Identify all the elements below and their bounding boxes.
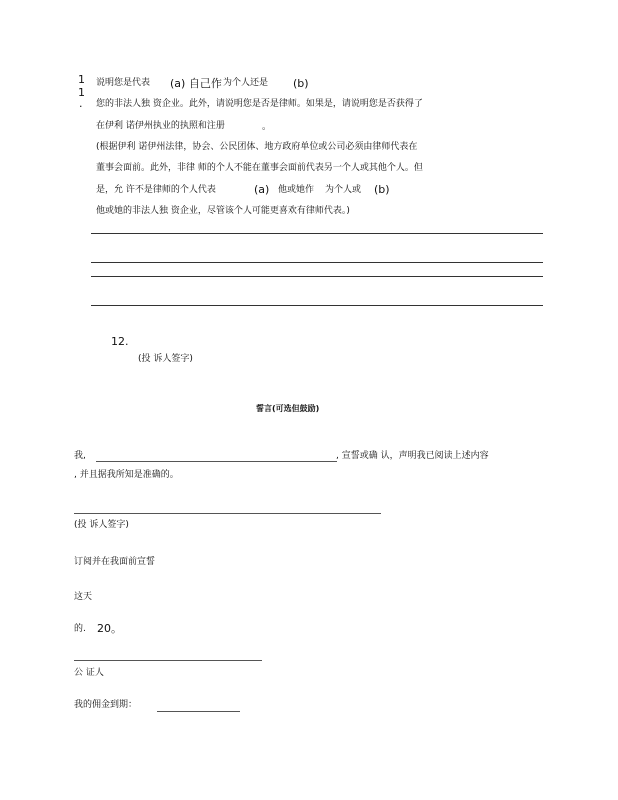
option-a-self-2: (a) [254,183,270,196]
option-b-2: (b) [374,183,390,196]
commission-expires-label: 我的佣金到期： [74,700,138,710]
of-label: 的. [74,624,86,634]
item-11-line-1-text-2: 为个人还是 [223,78,269,88]
declarant-name-field[interactable] [96,461,337,462]
item-11-line-4: (根据伊利 诺伊州法律，协会、公民团体、地方政府单位或公司必须由律师代表在 [96,142,418,152]
complainant-signature-line[interactable] [74,513,381,514]
item-11-number-bottom: 1 [78,86,85,99]
item-11-number-top: 1 [78,73,85,86]
answer-line-1[interactable] [91,233,543,234]
answer-line-2[interactable] [91,262,543,263]
item-11-line-6-text-2: 他或她作 [278,185,315,195]
oath-line-1-start: 我, [74,451,86,461]
commission-expires-field[interactable] [157,711,240,712]
item-11-line-5: 董事会面前。此外，非律 师的个人不能在董事会面前代表另一个人或其他个人。但 [96,163,423,173]
item-11-line-2: 您的非法人独 资企业。此外，请说明您是否是律师。如果是，请说明您是否获得了 [96,99,423,109]
oath-title: 誓言(可选但鼓励) [256,404,320,413]
subscribed-sworn-text: 订阅并在我面前宣誓 [74,557,156,567]
notary-caption: 公 证人 [74,668,104,678]
notary-signature-line[interactable] [74,660,262,661]
item-11-line-1-text: 说明您是代表 [96,78,151,88]
option-a-self: (a) 自己作 [170,77,222,90]
item-11-line-6: 是，允 许不是律师的个人代表 [96,185,216,195]
item-11-line-3: 在伊利 诺伊州执业的执照和注册 [96,121,225,131]
year-label: 20。 [97,622,122,635]
oath-line-1-mid: , 宣誓或确 认，声明我已阅读上述内容 [336,451,489,461]
item-11-line-6-text-3: 为个人或 [325,185,362,195]
oath-line-2: , 并且据我所知是准确的。 [74,470,179,480]
answer-line-4[interactable] [91,305,543,306]
complainant-signature-caption: (投 诉人签字) [138,354,193,364]
item-12-number: 12. [111,335,129,348]
item-11-line-3-dot: 。 [262,122,272,132]
option-b: (b) [293,77,309,90]
complainant-signature-caption-2: (投 诉人签字) [74,520,129,530]
item-11-number-dot: . [79,97,83,110]
item-11-line-7: 他或她的非法人独 资企业，尽管该个人可能更喜欢有律师代表。) [96,206,350,216]
answer-line-3[interactable] [91,276,543,277]
day-label: 这天 [74,592,93,602]
